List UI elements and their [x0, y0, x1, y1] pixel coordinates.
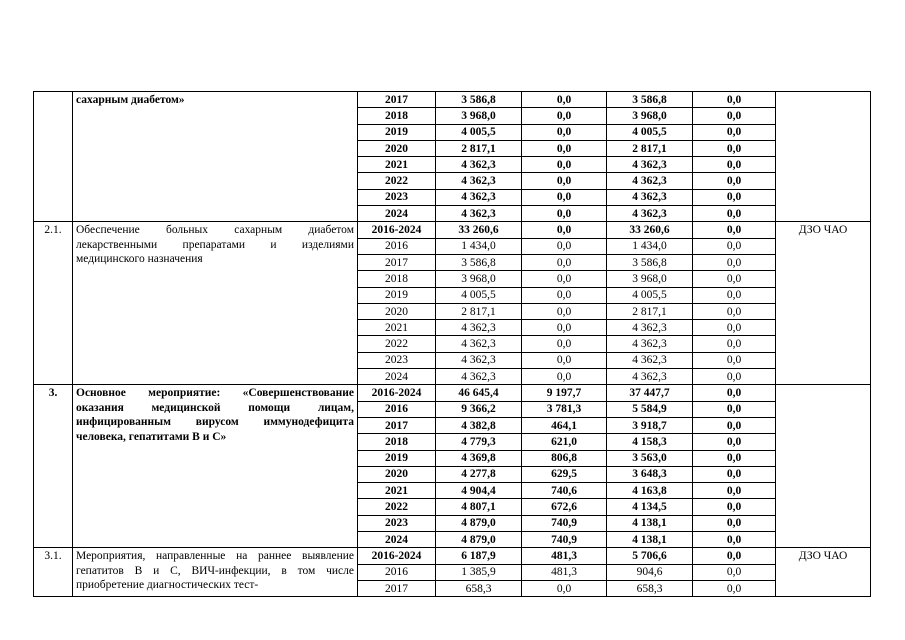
regional-budget-cell: 4 362,3 [607, 320, 693, 336]
total-cell: 4 362,3 [436, 206, 522, 222]
other-sources-cell: 0,0 [693, 483, 776, 499]
other-sources-cell: 0,0 [693, 238, 776, 254]
other-sources-cell: 0,0 [693, 532, 776, 548]
period-cell: 2022 [358, 173, 436, 189]
regional-budget-cell: 33 260,6 [607, 222, 693, 238]
other-sources-cell: 0,0 [693, 336, 776, 352]
period-cell: 2024 [358, 206, 436, 222]
regional-budget-cell: 4 362,3 [607, 206, 693, 222]
regional-budget-cell: 4 163,8 [607, 483, 693, 499]
regional-budget-cell: 2 817,1 [607, 140, 693, 156]
period-cell: 2022 [358, 336, 436, 352]
period-cell: 2017 [358, 580, 436, 596]
regional-budget-cell: 658,3 [607, 580, 693, 596]
period-cell: 2023 [358, 515, 436, 531]
other-sources-cell: 0,0 [693, 140, 776, 156]
federal-budget-cell: 0,0 [522, 222, 607, 238]
total-cell: 4 362,3 [436, 336, 522, 352]
period-cell: 2016-2024 [358, 222, 436, 238]
federal-budget-cell: 0,0 [522, 287, 607, 303]
total-cell: 3 968,0 [436, 108, 522, 124]
period-cell: 2021 [358, 483, 436, 499]
total-cell: 4 879,0 [436, 532, 522, 548]
regional-budget-cell: 37 447,7 [607, 385, 693, 401]
total-cell: 4 362,3 [436, 369, 522, 385]
federal-budget-cell: 481,3 [522, 564, 607, 580]
other-sources-cell: 0,0 [693, 303, 776, 319]
period-cell: 2020 [358, 303, 436, 319]
federal-budget-cell: 0,0 [522, 206, 607, 222]
other-sources-cell: 0,0 [693, 564, 776, 580]
federal-budget-cell: 0,0 [522, 108, 607, 124]
other-sources-cell: 0,0 [693, 499, 776, 515]
total-cell: 4 362,3 [436, 189, 522, 205]
period-cell: 2024 [358, 369, 436, 385]
regional-budget-cell: 4 138,1 [607, 515, 693, 531]
period-cell: 2024 [358, 532, 436, 548]
other-sources-cell: 0,0 [693, 417, 776, 433]
table-row [34, 222, 871, 238]
other-sources-cell: 0,0 [693, 108, 776, 124]
total-cell: 1 434,0 [436, 238, 522, 254]
total-cell: 4 879,0 [436, 515, 522, 531]
federal-budget-cell: 481,3 [522, 548, 607, 564]
total-cell: 4 369,8 [436, 450, 522, 466]
federal-budget-cell: 0,0 [522, 124, 607, 140]
other-sources-cell: 0,0 [693, 124, 776, 140]
item-number: 3. [34, 385, 73, 548]
other-sources-cell: 0,0 [693, 157, 776, 173]
federal-budget-cell: 9 197,7 [522, 385, 607, 401]
regional-budget-cell: 4 362,3 [607, 369, 693, 385]
total-cell: 9 366,2 [436, 401, 522, 417]
federal-budget-cell: 0,0 [522, 271, 607, 287]
period-cell: 2017 [358, 92, 436, 108]
item-name: Мероприятия, направленные на раннее выявление гепатитов В и С, ВИЧ-инфекции, в том числе приобретение диагностических тест- [73, 548, 358, 597]
federal-budget-cell: 0,0 [522, 580, 607, 596]
total-cell: 4 362,3 [436, 157, 522, 173]
total-cell: 3 586,8 [436, 254, 522, 270]
total-cell: 4 005,5 [436, 287, 522, 303]
other-sources-cell: 0,0 [693, 254, 776, 270]
federal-budget-cell: 0,0 [522, 369, 607, 385]
regional-budget-cell: 4 362,3 [607, 173, 693, 189]
regional-budget-cell: 5 706,6 [607, 548, 693, 564]
regional-budget-cell: 1 434,0 [607, 238, 693, 254]
table-row [34, 92, 871, 108]
regional-budget-cell: 3 648,3 [607, 466, 693, 482]
regional-budget-cell: 3 918,7 [607, 417, 693, 433]
regional-budget-cell: 4 362,3 [607, 352, 693, 368]
federal-budget-cell: 0,0 [522, 173, 607, 189]
federal-budget-cell: 0,0 [522, 238, 607, 254]
regional-budget-cell: 3 968,0 [607, 108, 693, 124]
period-cell: 2017 [358, 417, 436, 433]
total-cell: 658,3 [436, 580, 522, 596]
period-cell: 2021 [358, 320, 436, 336]
total-cell: 33 260,6 [436, 222, 522, 238]
federal-budget-cell: 0,0 [522, 254, 607, 270]
federal-budget-cell: 740,9 [522, 532, 607, 548]
total-cell: 4 362,3 [436, 173, 522, 189]
total-cell: 4 779,3 [436, 434, 522, 450]
total-cell: 3 586,8 [436, 92, 522, 108]
other-sources-cell: 0,0 [693, 466, 776, 482]
period-cell: 2018 [358, 434, 436, 450]
period-cell: 2022 [358, 499, 436, 515]
period-cell: 2019 [358, 124, 436, 140]
other-sources-cell: 0,0 [693, 369, 776, 385]
period-cell: 2016-2024 [358, 385, 436, 401]
other-sources-cell: 0,0 [693, 450, 776, 466]
federal-budget-cell: 0,0 [522, 157, 607, 173]
regional-budget-cell: 4 158,3 [607, 434, 693, 450]
regional-budget-cell: 4 362,3 [607, 189, 693, 205]
item-number: 2.1. [34, 222, 73, 385]
total-cell: 4 382,8 [436, 417, 522, 433]
federal-budget-cell: 621,0 [522, 434, 607, 450]
period-cell: 2016 [358, 564, 436, 580]
budget-table [33, 91, 871, 597]
regional-budget-cell: 4 005,5 [607, 124, 693, 140]
table-body [34, 92, 871, 597]
regional-budget-cell: 4 362,3 [607, 336, 693, 352]
regional-budget-cell: 904,6 [607, 564, 693, 580]
total-cell: 4 005,5 [436, 124, 522, 140]
total-cell: 2 817,1 [436, 303, 522, 319]
table-row [34, 385, 871, 401]
other-sources-cell: 0,0 [693, 434, 776, 450]
regional-budget-cell: 4 134,5 [607, 499, 693, 515]
item-name: Обеспечение больных сахарным диабетом лекарственными препаратами и изделиями медицинского назначения [73, 222, 358, 385]
period-cell: 2020 [358, 466, 436, 482]
regional-budget-cell: 4 362,3 [607, 157, 693, 173]
federal-budget-cell: 740,6 [522, 483, 607, 499]
period-cell: 2018 [358, 108, 436, 124]
federal-budget-cell: 0,0 [522, 92, 607, 108]
table-row [34, 548, 871, 564]
period-cell: 2019 [358, 450, 436, 466]
total-cell: 3 968,0 [436, 271, 522, 287]
period-cell: 2023 [358, 352, 436, 368]
total-cell: 4 277,8 [436, 466, 522, 482]
other-sources-cell: 0,0 [693, 385, 776, 401]
regional-budget-cell: 3 563,0 [607, 450, 693, 466]
period-cell: 2016 [358, 238, 436, 254]
other-sources-cell: 0,0 [693, 320, 776, 336]
other-sources-cell: 0,0 [693, 515, 776, 531]
regional-budget-cell: 5 584,9 [607, 401, 693, 417]
regional-budget-cell: 3 586,8 [607, 92, 693, 108]
executor-cell [776, 92, 871, 222]
other-sources-cell: 0,0 [693, 271, 776, 287]
period-cell: 2016-2024 [358, 548, 436, 564]
federal-budget-cell: 629,5 [522, 466, 607, 482]
item-number [34, 92, 73, 222]
total-cell: 4 904,4 [436, 483, 522, 499]
other-sources-cell: 0,0 [693, 352, 776, 368]
regional-budget-cell: 2 817,1 [607, 303, 693, 319]
federal-budget-cell: 0,0 [522, 320, 607, 336]
other-sources-cell: 0,0 [693, 222, 776, 238]
executor-cell [776, 385, 871, 548]
other-sources-cell: 0,0 [693, 548, 776, 564]
other-sources-cell: 0,0 [693, 173, 776, 189]
period-cell: 2020 [358, 140, 436, 156]
federal-budget-cell: 0,0 [522, 336, 607, 352]
period-cell: 2016 [358, 401, 436, 417]
federal-budget-cell: 0,0 [522, 303, 607, 319]
executor-cell: ДЗО ЧАО [776, 222, 871, 385]
federal-budget-cell: 806,8 [522, 450, 607, 466]
item-number: 3.1. [34, 548, 73, 597]
item-name: Основное мероприятие: «Совершенствование оказания медицинской помощи лицам, инфицированным вирусом иммунодефицита человека, гепатитами В и С» [73, 385, 358, 548]
other-sources-cell: 0,0 [693, 92, 776, 108]
regional-budget-cell: 4 005,5 [607, 287, 693, 303]
total-cell: 4 807,1 [436, 499, 522, 515]
federal-budget-cell: 672,6 [522, 499, 607, 515]
total-cell: 4 362,3 [436, 352, 522, 368]
other-sources-cell: 0,0 [693, 287, 776, 303]
other-sources-cell: 0,0 [693, 580, 776, 596]
total-cell: 1 385,9 [436, 564, 522, 580]
federal-budget-cell: 0,0 [522, 352, 607, 368]
total-cell: 2 817,1 [436, 140, 522, 156]
federal-budget-cell: 0,0 [522, 189, 607, 205]
regional-budget-cell: 4 138,1 [607, 532, 693, 548]
other-sources-cell: 0,0 [693, 189, 776, 205]
period-cell: 2017 [358, 254, 436, 270]
period-cell: 2019 [358, 287, 436, 303]
period-cell: 2021 [358, 157, 436, 173]
total-cell: 6 187,9 [436, 548, 522, 564]
other-sources-cell: 0,0 [693, 206, 776, 222]
item-name: сахарным диабетом» [73, 92, 358, 222]
total-cell: 46 645,4 [436, 385, 522, 401]
federal-budget-cell: 464,1 [522, 417, 607, 433]
period-cell: 2018 [358, 271, 436, 287]
regional-budget-cell: 3 586,8 [607, 254, 693, 270]
executor-cell: ДЗО ЧАО [776, 548, 871, 597]
period-cell: 2023 [358, 189, 436, 205]
federal-budget-cell: 3 781,3 [522, 401, 607, 417]
federal-budget-cell: 0,0 [522, 140, 607, 156]
other-sources-cell: 0,0 [693, 401, 776, 417]
total-cell: 4 362,3 [436, 320, 522, 336]
federal-budget-cell: 740,9 [522, 515, 607, 531]
regional-budget-cell: 3 968,0 [607, 271, 693, 287]
